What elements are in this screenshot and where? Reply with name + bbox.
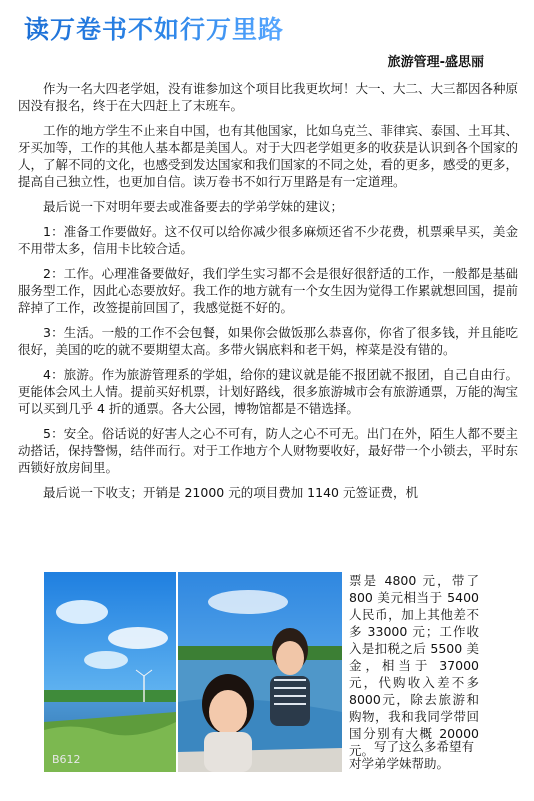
lake-landscape-photo	[44, 572, 176, 772]
paragraph-advice-1: 1：准备工作要做好。这不仅可以给你减少很多麻烦还省不少花费，机票乘早买，美金不用带太多，信用卡比较合适。	[18, 224, 518, 256]
page-title: 读万卷书不如行万里路	[24, 10, 284, 46]
paragraph-workplace: 工作的地方学生不止来自中国，也有其他国家，比如乌克兰、菲律宾、泰国、土耳其、牙买加等，工作的其他人基本都是美国人。对于大四老学姐更多的收获是认识到各个国家的人，了解不同的文化，也感受到发达国家和我们国家的不同之处，看的更多，感受的更多，提高自己独立性，也更加自信。读万卷书不如行万里路是有一定道理。	[18, 123, 519, 189]
paragraph-intro: 作为一名大四老学姐，没有谁参加这个项目比我更坎坷！大一、大二、大三都因各种原因没有报名，终于在大四赶上了末班车。	[18, 81, 519, 113]
paragraph-advice-4: 4：旅游。作为旅游管理系的学姐，给你的建议就是能不报团就不报团，自己自由行。更能体会风土人情。提前买好机票，计划好路线，很多旅游城市会有旅游通票，万能的淘宝可以买到几乎 4 折的通票。各大公园，博物馆都是不错选择。	[18, 367, 519, 416]
paragraph-advice-intro: 最后说一下对明年要去或准备要去的学弟学妹的建议；	[43, 199, 344, 214]
budget-continued-text: 票是 4800 元，带了 800 美元相当于 5400 人民币，加上其他差不多 33000 元；工作收入是扣税之后 5500 美金，相当于 37000 元，代购收入差不多8000元，除去旅游和购物，我和我同学带回国分别有大概 20000 元。	[349, 573, 479, 758]
paragraph-advice-5: 5：安全。俗话说的好害人之心不可有，防人之心不可无。出门在外，陌生人都不要主动搭话，保持警惕，结伴而行。对于工作地方个人财物要收好，最好带一个小锁去，平时东西锁好放房间里。	[18, 426, 519, 475]
photo-watermark: B612	[52, 753, 81, 766]
paragraph-advice-2: 2：工作。心理准备要做好，我们学生实习都不会是很好很舒适的工作，一般都是基础服务型工作，因此心态要放好。我工作的地方就有一个女生因为觉得工作累就想回国，提前辞掉了工作，改签提前回国了，我感觉挺不好的。	[18, 266, 519, 315]
author-byline: 旅游管理-盛思丽	[387, 55, 484, 70]
selfie-boat-photo	[178, 572, 342, 772]
photo-collage	[44, 572, 342, 772]
paragraph-budget-lead: 最后说一下收支；开销是 21000 元的项目费加 1140 元签证费，机	[43, 485, 418, 500]
closing-note	[349, 738, 481, 772]
paragraph-advice-3: 3：生活。一般的工作不会包餐，如果你会做饭那么恭喜你，你省了很多钱，并且能吃很好，美国的吃的就不要期望太高。多带火锅底料和老干妈，榨菜是没有错的。	[18, 325, 518, 357]
article-body	[18, 80, 518, 509]
closing-text: 写了这么多希望有对学弟学妹帮助。	[349, 739, 475, 771]
